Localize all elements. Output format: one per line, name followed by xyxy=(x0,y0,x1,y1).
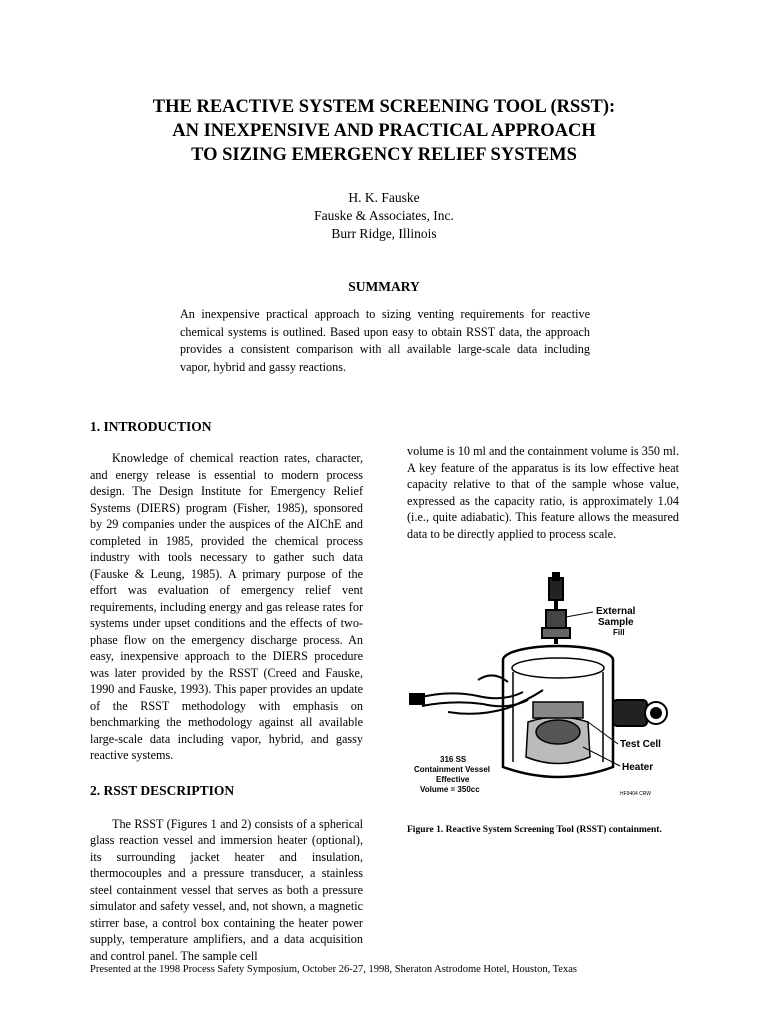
side-port xyxy=(613,700,667,726)
right-column xyxy=(407,443,679,542)
author-name: H. K. Fauske xyxy=(348,190,420,205)
title-line-3: TO SIZING EMERGENCY RELIEF SYSTEMS xyxy=(191,145,577,165)
left-column xyxy=(90,418,363,964)
test-cell xyxy=(526,702,590,764)
label-vessel-1: 316 SS xyxy=(440,755,467,764)
label-fill: Fill xyxy=(613,628,625,637)
label-vessel-2: Containment Vessel xyxy=(414,765,491,774)
page-footer: Presented at the 1998 Process Safety Symposium, October 26-27, 1998, Sheraton Astrodome Hotel, Houston, Texas xyxy=(90,964,577,975)
title-line-2: AN INEXPENSIVE AND PRACTICAL APPROACH xyxy=(172,121,596,141)
intro-heading: 1. INTRODUCTION xyxy=(90,419,212,434)
rsst-paragraph-continued: volume is 10 ml and the containment volume is 350 ml. A key feature of the apparatus is its low effective heat capacity relative to that of the sample whose value, expressed as the capacity ratio, is approximately 1.04 (i.e., quite adiabatic). This feature allows the measured data to be directly applied to process scale. xyxy=(407,444,679,541)
label-vessel-3: Effective xyxy=(436,775,470,784)
author-location: Burr Ridge, Illinois xyxy=(331,226,437,241)
label-heater: Heater xyxy=(622,762,654,773)
label-figure-code: HF9404 CRW xyxy=(620,791,652,797)
paper-title xyxy=(0,95,768,167)
sample-fill-tube xyxy=(542,572,570,644)
label-sample: Sample xyxy=(598,617,634,628)
summary-text: An inexpensive practical approach to sizing venting requirements for reactive chemical systems is outlined. Based upon easy to obtain RSST data, the approach provides a consistent comparison with all available large-scale data including vapor, hybrid and gassy reactions. xyxy=(180,307,590,374)
rsst-heading: 2. RSST DESCRIPTION xyxy=(90,782,235,798)
summary-heading: SUMMARY xyxy=(348,279,420,294)
author-affiliation: Fauske & Associates, Inc. xyxy=(314,208,454,223)
label-external: External xyxy=(596,606,636,617)
intro-paragraph: Knowledge of chemical reaction rates, character, and energy release is essential to modern process design. The Design Institute for Emergency Relief Systems (DIERS) program (Fisher, 1985), sponsored by 29 companies under the auspices of the AIChE and completed in 1985, provided the chemical process industry with tools necessary to gather such data (Fauske & Leung, 1985). A primary purpose of the effort was evaluation of emergency relief vent requirements, including energy and gas release rates for systems under upset conditions and the effects of two-phase flow on the emergency discharge process. An easy, inexpensive approach to the DIERS procedure was later provided by the RSST (Creed and Fauske, 1990 and Fauske, 1993). This paper provides an update of the RSST methodology with emphasis on benchmarking the methodology against all available large-scale data including vapor, hybrid, and gassy reactive systems. xyxy=(90,451,363,762)
author-block xyxy=(0,189,768,243)
title-line-1: THE REACTIVE SYSTEM SCREENING TOOL (RSST): xyxy=(152,97,616,117)
label-test-cell: Test Cell xyxy=(620,739,661,750)
label-vessel-4: Volume = 350cc xyxy=(420,785,480,794)
rsst-figure xyxy=(408,572,678,802)
rsst-paragraph: The RSST (Figures 1 and 2) consists of a spherical glass reaction vessel and immersion heater (optional), its surrounding jacket heater and insulation, thermocouples and a pressure transducer, a stainless steel containment vessel that serves as both a pressure simulator and safety vessel, and, not shown, a magnetic stirrer base, a control box containing the heater power supply, temperature amplifiers, and a data acquisition and control panel. The sample cell xyxy=(90,816,363,963)
figure-caption: Figure 1. Reactive System Screening Tool (RSST) containment. xyxy=(407,825,662,835)
